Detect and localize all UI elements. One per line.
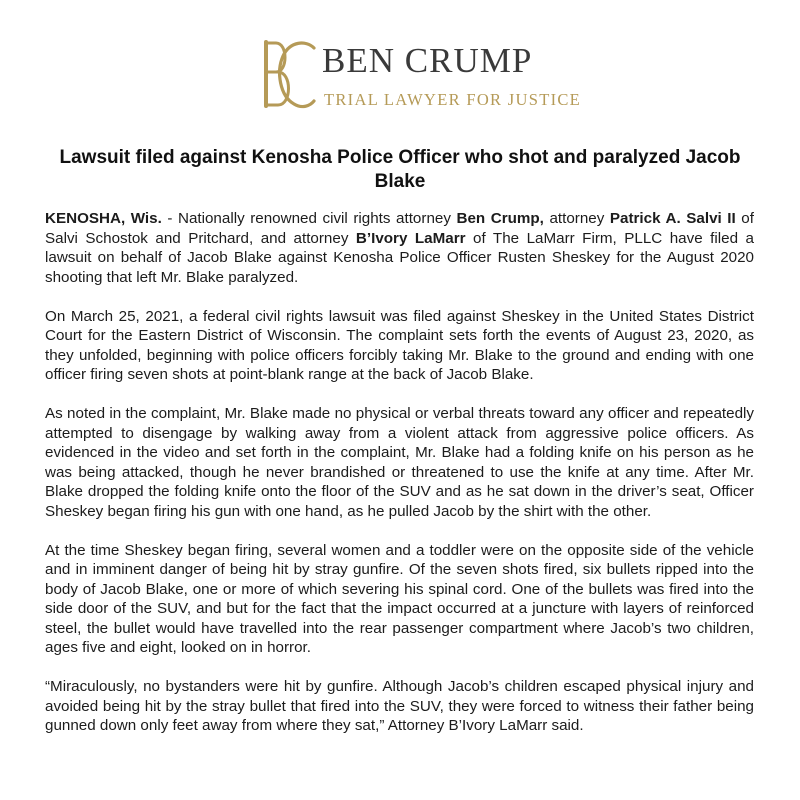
- attorney-name-lamarr: B’Ivory LaMarr: [355, 229, 466, 247]
- firm-tagline: TRIAL LAWYER FOR JUSTICE: [324, 90, 582, 109]
- bc-monogram-logo: [256, 38, 318, 110]
- paragraph-1: [45, 209, 754, 287]
- paragraph-2: On March 25, 2021, a federal civil rights lawsuit was filed against Sheskey in the United States District Court for the Eastern District of Wisconsin. The complaint sets forth the events of August 23, 2020, as they unfolded, beginning with police officers forcibly taking Mr. Blake to the ground and ending with one officer firing seven shots at point-blank range at the back of Jacob Blake.: [45, 307, 754, 383]
- paragraph-1-text-2: attorney: [543, 210, 610, 227]
- article-body: [45, 209, 754, 736]
- paragraph-5: “Miraculously, no bystanders were hit by gunfire. Although Jacob’s children escaped physical injury and avoided being hit by the stray bullet that fired into the SUV, they were forced to witness their father being gunned down only feet away from where they sat,” Attorney B’Ivory LaMarr said.: [45, 678, 754, 734]
- dateline: KENOSHA, Wis.: [45, 210, 162, 227]
- paragraph-4: At the time Sheskey began firing, several women and a toddler were on the opposite side of the vehicle and in imminent danger of being hit by stray gunfire. Of the seven shots fired, six bullets ripped into the body of Jacob Blake, one or more of which severing his spinal cord. One of the bullets was fired into the side door of the SUV, and but for the fact that the impact occurred at a juncture with layers of reinforced steel, the bullet would have travelled into the rear passenger compartment where Jacob’s two children, ages five and eight, looked on in horror.: [45, 541, 754, 656]
- firm-name: BEN CRUMP: [322, 41, 533, 80]
- paragraph-1-text-3: of Salvi Schostok and Pritchard, and attorney: [45, 210, 754, 247]
- paragraph-1-text-4: of The LaMarr Firm, PLLC have filed a lawsuit on behalf of Jacob Blake against Kenosha Police Officer Rusten Sheskey for the August 2020 shooting that left Mr. Blake paralyzed.: [45, 229, 754, 286]
- attorney-name-crump: Ben Crump,: [456, 210, 544, 227]
- letterhead: [0, 38, 800, 110]
- headline: Lawsuit filed against Kenosha Police Officer who shot and paralyzed Jacob Blake: [59, 147, 741, 192]
- attorney-name-salvi: Patrick A. Salvi II: [609, 210, 736, 227]
- paragraph-3: As noted in the complaint, Mr. Blake made no physical or verbal threats toward any officer and repeatedly attempted to disengage by walking away from a violent attack from aggressive police officers. As evidenced in the video and set forth in the complaint, Mr. Blake had a folding knife on his person as he was being attacked, though he never brandished or threatened to use the knife at any time. After Mr. Blake dropped the folding knife onto the floor of the SUV and as he sat down in the driver’s seat, Officer Sheskey began firing his gun with one hand, as he pulled Jacob by the shirt with the other.: [45, 405, 754, 520]
- paragraph-1-text-1: - Nationally renowned civil rights attorney: [161, 210, 457, 227]
